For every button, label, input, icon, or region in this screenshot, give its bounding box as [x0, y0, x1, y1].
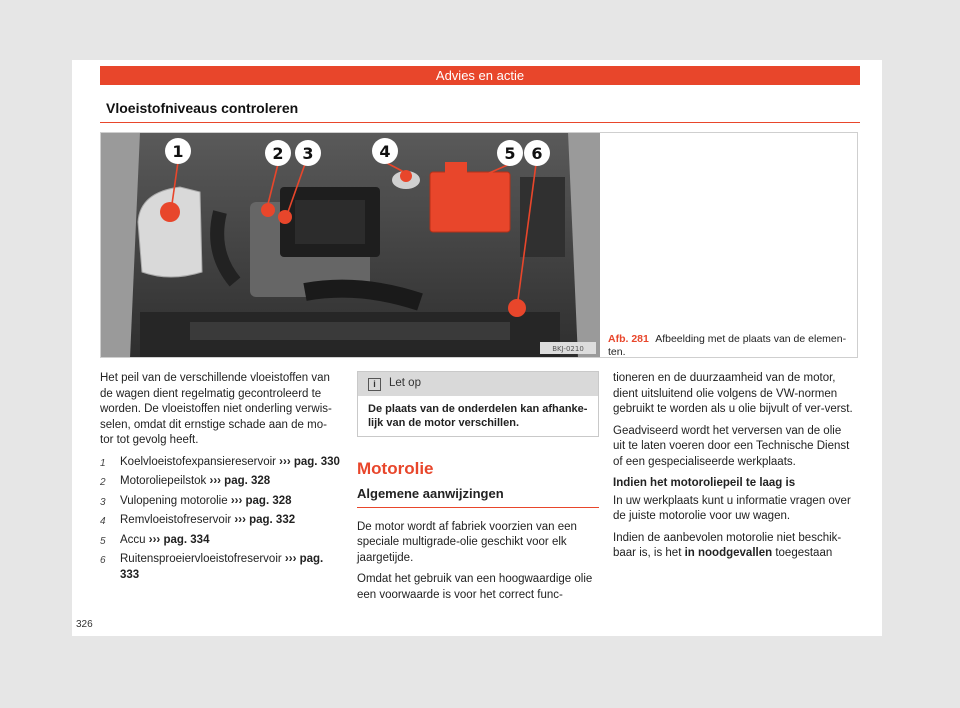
- page-ref-link[interactable]: ››› pag. 332: [234, 514, 296, 526]
- list-item: 1 Koelvloeistofexpansiereservoir ››› pag. 330: [100, 455, 340, 469]
- manual-page: [72, 60, 882, 636]
- page-ref-link[interactable]: ››› pag. 330: [279, 455, 340, 468]
- subsection-heading: Algemene aanwijzingen: [357, 486, 599, 508]
- callout-4: [372, 138, 398, 164]
- svg-text:6: 6: [531, 144, 543, 163]
- page-ref-link[interactable]: ››› pag. 333: [120, 553, 324, 581]
- paragraph: tioneren en de duurzaamheid van de motor, dient uitsluitend olie volgens de VW-normen gebruikt te worden als u olie bijvult of ver-verst.: [613, 372, 853, 415]
- list-item: 4 Remvloeistofreservoir ››› pag. 332: [100, 514, 296, 527]
- section-bar: Advies en actie: [100, 66, 860, 85]
- page-ref-link[interactable]: ››› pag. 328: [230, 494, 292, 507]
- subheading: Indien het motoroliepeil te laag is: [613, 477, 796, 489]
- svg-text:1: 1: [172, 142, 184, 161]
- column-3: [613, 371, 856, 568]
- page-ref-link[interactable]: ››› pag. 334: [148, 533, 210, 546]
- paragraph: Geadviseerd wordt het verversen van de olie uit te laten voeren door een Technische Dienst of een gespecialiseerde werkplaats.: [613, 424, 850, 468]
- callout-3: [295, 140, 321, 166]
- engine-bay-figure: [100, 132, 600, 358]
- page-number: 326: [76, 619, 93, 630]
- callout-5: [497, 140, 523, 166]
- note-body: De plaats van de onderdelen kan afhanke-lijk van de motor verschillen.: [368, 402, 588, 429]
- paragraph: In uw werkplaats kunt u informatie vragen over de juiste motorolie voor uw wagen.: [613, 494, 851, 522]
- list-item: 3 Vulopening motorolie ››› pag. 328: [100, 494, 292, 508]
- callout-6: [524, 140, 550, 166]
- intro-paragraph: Het peil van de verschillende vloeistoffen van de wagen dient regelmatig gecontroleerd te worden. De vloeistoffen niet onderling verwis-selen, omdat dit ernstige schade aan de mo-tor tot gevolg heeft.: [100, 372, 332, 446]
- paragraph: Indien de aanbevolen motorolie niet beschik-baar is, is het in noodgevallen toegestaan: [613, 531, 842, 559]
- callout-2: [265, 140, 291, 166]
- list-item: 2 Motoroliepeilstok ››› pag. 328: [100, 475, 271, 488]
- svg-text:5: 5: [504, 144, 516, 163]
- paragraph: De motor wordt af fabriek voorzien van een speciale multigrade-olie geschikt voor elk jaargetijde.: [357, 520, 577, 564]
- list-item: 6 Ruitensproeiervloeistofreservoir ››› pag. 333: [100, 553, 324, 581]
- component-list: [100, 455, 340, 584]
- paragraph: Omdat het gebruik van een hoogwaardige olie een voorwaarde is voor het correct func-: [357, 573, 593, 601]
- list-item: 5 Accu ››› pag. 334: [100, 533, 210, 547]
- svg-text:2: 2: [272, 144, 284, 163]
- section-heading: Motorolie: [357, 458, 434, 478]
- figure-caption-text: Afbeelding met de plaats van de elemen-ten.: [608, 333, 847, 358]
- column-2: [357, 371, 599, 609]
- page-title: Vloeistofniveaus controleren: [100, 100, 860, 123]
- note-header: i Let op: [358, 372, 598, 396]
- info-icon: i: [368, 378, 381, 391]
- svg-text:3: 3: [302, 144, 314, 163]
- svg-text:4: 4: [379, 142, 391, 161]
- figure-code: BKJ-0210: [552, 345, 584, 353]
- callout-1: [165, 138, 191, 164]
- figure-number: Afb. 281: [608, 333, 649, 345]
- page-ref-link[interactable]: ››› pag. 328: [209, 475, 271, 487]
- figure-caption: [608, 333, 856, 359]
- column-1: [100, 371, 340, 587]
- note-box: [357, 371, 599, 437]
